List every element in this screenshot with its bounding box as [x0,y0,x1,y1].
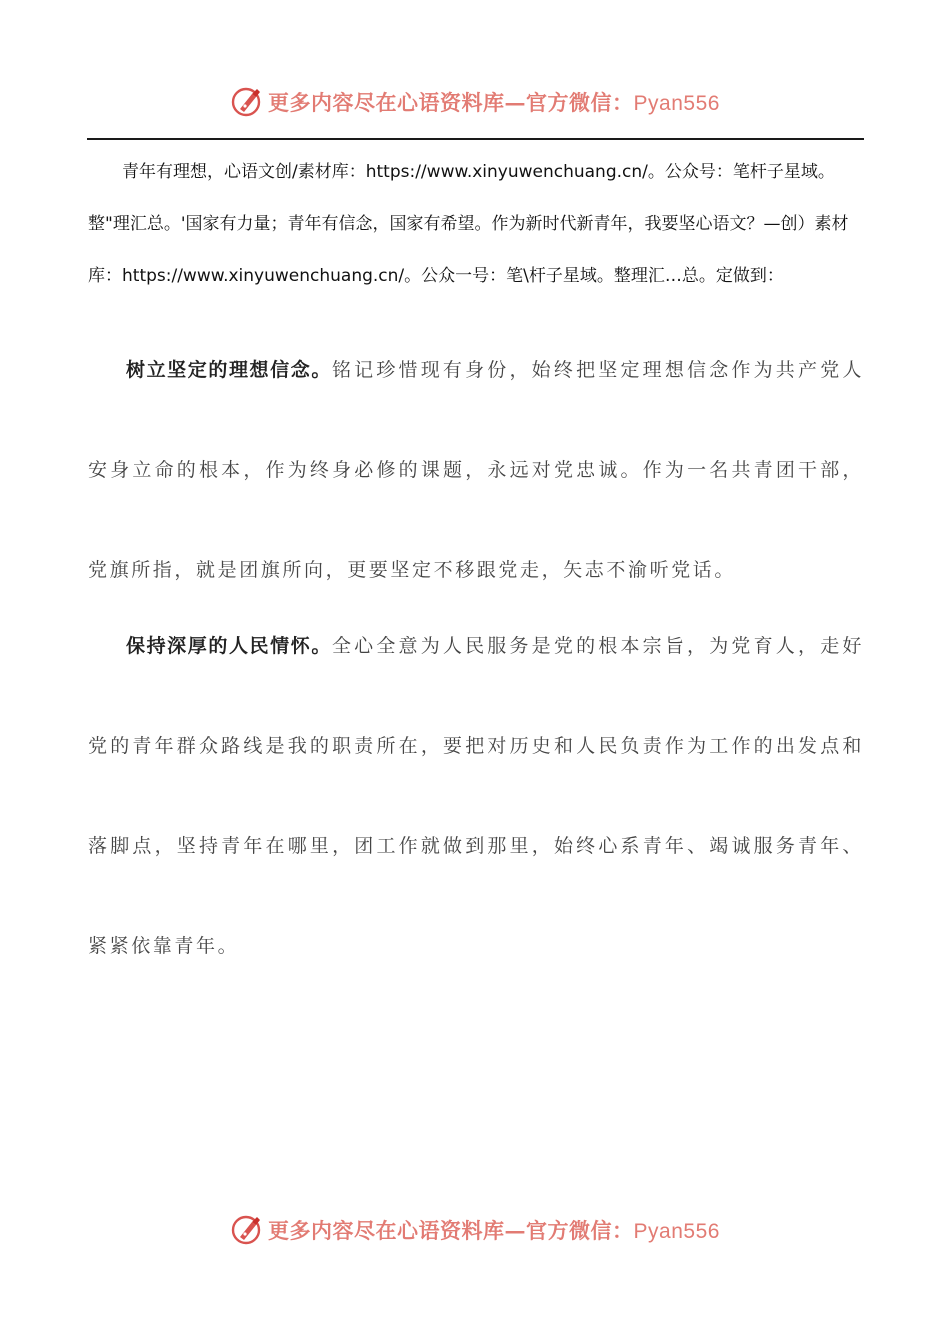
pen-nib-logo-icon [230,85,264,119]
body-paragraph-2 [88,596,864,996]
pen-nib-logo-icon [230,1213,264,1247]
paragraph-2-heading: 保持深厚的人民情怀。 [126,635,332,657]
header-rule [87,138,864,140]
header-banner-text [268,87,720,117]
body-paragraph-1 [88,320,864,620]
header-banner-main: 更多内容尽在心语资料库—官方微信： [268,90,634,115]
footer-banner-text [268,1215,720,1245]
paragraph-1-body: 铭记珍惜现有身份，始终把坚定理想信念作为共产党人安身立命的根本，作为终身必修的课题，永远对党忠诚。作为一名共青团干部，党旗所指，就是团旗所向，更要坚定不移跟党走，矢志不渝听党话。 [88,359,864,581]
footer-banner [0,1208,950,1252]
header-banner-handle: Pyan556 [633,92,720,115]
header-banner [0,80,950,124]
footer-banner-main: 更多内容尽在心语资料库—官方微信： [268,1218,634,1243]
paragraph-1-heading: 树立坚定的理想信念。 [126,359,332,381]
intro-paragraph: 青年有理想，心语文创/素材库：https://www.xinyuwenchuang.cn/。公众号：笔杆子星域。整"理汇总。'国家有力量；青年有信念，国家有希望。作为新时代新青年，我要坚心语文？—创）素材库：https://www.xinyuwenchuang.cn/。公众一号：笔\杆子星域。整理汇…总。定做到： [88,162,849,286]
footer-banner-handle: Pyan556 [633,1220,720,1243]
paragraph-2-body: 全心全意为人民服务是党的根本宗旨，为党育人，走好党的青年群众路线是我的职责所在，要把对历史和人民负责作为工作的出发点和落脚点，坚持青年在哪里，团工作就做到那里，始终心系青年、竭诚服务青年、紧紧依靠青年。 [88,635,864,957]
